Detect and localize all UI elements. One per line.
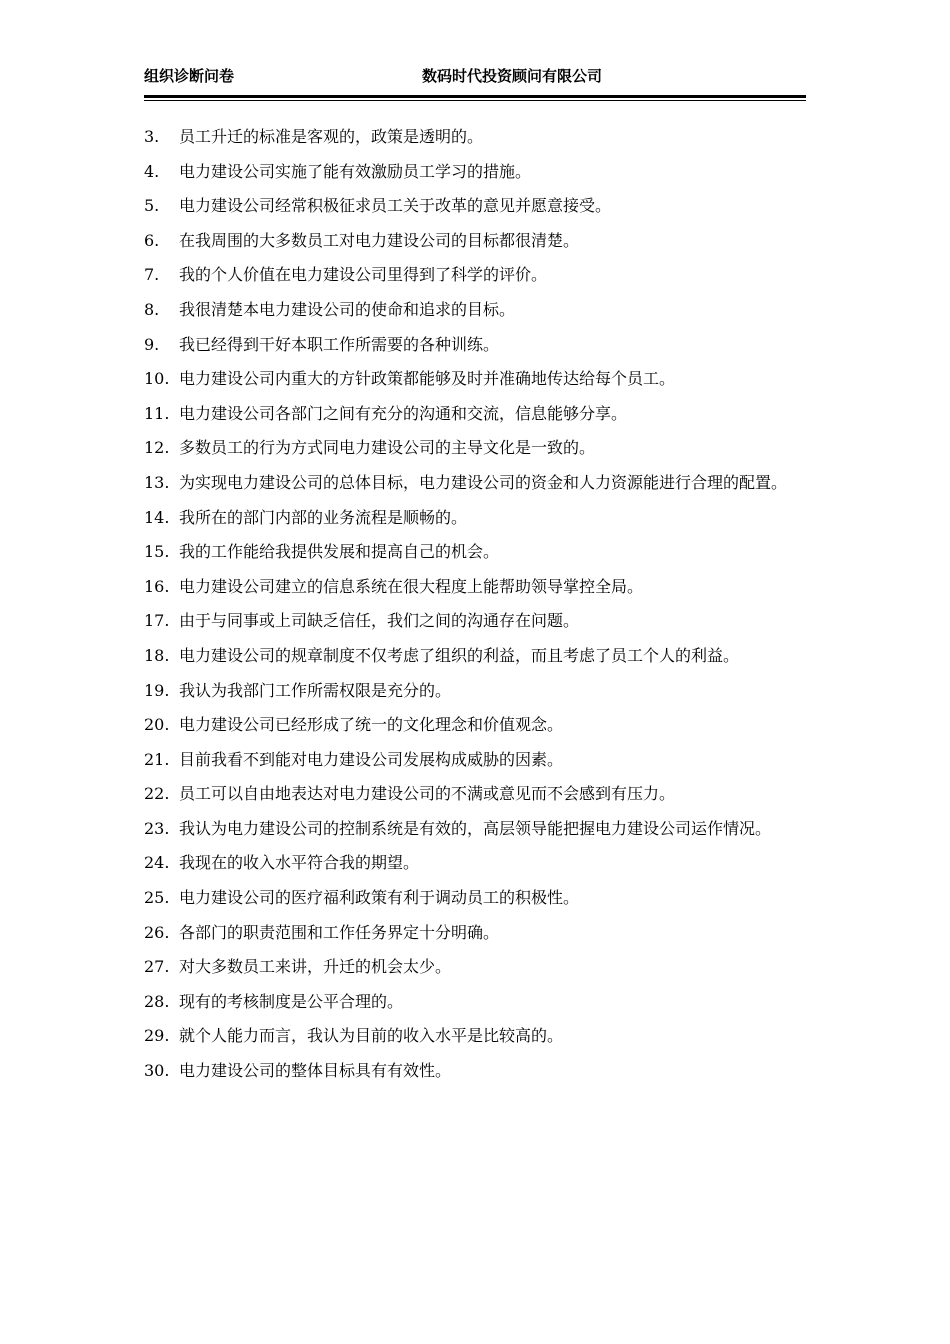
question-text: 现有的考核制度是公平合理的。: [179, 991, 404, 1011]
question-number: 22.: [144, 784, 170, 804]
question-number: 12.: [144, 438, 170, 458]
question-item: [144, 916, 806, 951]
question-number: 17.: [144, 611, 170, 631]
question-text: 由于与同事或上司缺乏信任，我们之间的沟通存在问题。: [179, 611, 580, 631]
question-text: 为实现电力建设公司的总体目标，电力建设公司的资金和人力资源能进行合理的配置。: [179, 472, 788, 492]
question-item: [144, 777, 806, 812]
question-item: [144, 743, 806, 778]
question-item: [144, 189, 806, 224]
question-item: [144, 535, 806, 570]
question-number: 24.: [144, 853, 170, 873]
question-item: [144, 708, 806, 743]
company-name: 数码时代投资顾问有限公司: [422, 67, 603, 85]
question-text: 电力建设公司的医疗福利政策有利于调动员工的积极性。: [179, 888, 580, 908]
question-item: [144, 397, 806, 432]
question-text: 我现在的收入水平符合我的期望。: [179, 853, 420, 873]
question-item: [144, 846, 806, 881]
question-text: 电力建设公司经常积极征求员工关于改革的意见并愿意接受。: [179, 196, 612, 216]
question-text: 我认为我部门工作所需权限是充分的。: [179, 680, 452, 700]
question-item: [144, 1054, 806, 1089]
question-number: 16.: [144, 576, 170, 596]
question-text: 就个人能力而言，我认为目前的收入水平是比较高的。: [179, 1026, 564, 1046]
question-text: 电力建设公司实施了能有效激励员工学习的措施。: [179, 161, 532, 181]
question-item: [144, 985, 806, 1020]
question-number: 6.: [144, 230, 160, 250]
question-item: [144, 155, 806, 190]
question-number: 29.: [144, 1026, 170, 1046]
question-item: [144, 328, 806, 363]
question-text: 我的个人价值在电力建设公司里得到了科学的评价。: [179, 265, 548, 285]
question-text: 我所在的部门内部的业务流程是顺畅的。: [179, 507, 468, 527]
question-number: 21.: [144, 749, 170, 769]
question-text: 在我周围的大多数员工对电力建设公司的目标都很清楚。: [179, 230, 580, 250]
question-number: 13.: [144, 472, 170, 492]
document-title: 组织诊断问卷: [144, 67, 235, 85]
question-text: 员工可以自由地表达对电力建设公司的不满或意见而不会感到有压力。: [179, 784, 676, 804]
question-text: 我的工作能给我提供发展和提高自己的机会。: [179, 542, 500, 562]
question-item: [144, 674, 806, 709]
question-text: 各部门的职责范围和工作任务界定十分明确。: [179, 922, 500, 942]
question-item: [144, 362, 806, 397]
question-number: 3.: [144, 127, 160, 146]
question-text: 电力建设公司各部门之间有充分的沟通和交流，信息能够分享。: [179, 403, 628, 423]
question-text: 我已经得到干好本职工作所需要的各种训练。: [179, 334, 500, 354]
question-number: 30.: [144, 1061, 170, 1081]
question-text: 对大多数员工来讲，升迁的机会太少。: [179, 957, 452, 977]
question-item: [144, 881, 806, 916]
question-text: 电力建设公司建立的信息系统在很大程度上能帮助领导掌控全局。: [179, 576, 644, 596]
question-text: 多数员工的行为方式同电力建设公司的主导文化是一致的。: [179, 438, 596, 458]
question-number: 8.: [144, 299, 160, 319]
question-item: [144, 570, 806, 605]
page-header: [144, 66, 806, 88]
question-number: 27.: [144, 957, 170, 977]
question-text: 员工升迁的标准是客观的，政策是透明的。: [179, 127, 484, 146]
question-item: [144, 604, 806, 639]
question-list: [144, 120, 806, 1089]
question-text: 电力建设公司的整体目标具有有效性。: [179, 1061, 452, 1081]
question-number: 10.: [144, 369, 170, 389]
question-number: 26.: [144, 922, 170, 942]
question-item: [144, 501, 806, 536]
question-item: [144, 224, 806, 259]
question-text: 我很清楚本电力建设公司的使命和追求的目标。: [179, 299, 516, 319]
question-number: 9.: [144, 334, 160, 354]
question-item: [144, 293, 806, 328]
question-item: [144, 120, 806, 155]
header-rule-thick: [144, 95, 806, 98]
question-number: 25.: [144, 888, 170, 908]
question-text: 我认为电力建设公司的控制系统是有效的，高层领导能把握电力建设公司运作情况。: [179, 818, 772, 838]
question-number: 5.: [144, 196, 160, 216]
question-item: [144, 466, 806, 501]
question-item: [144, 1019, 806, 1054]
question-number: 7.: [144, 265, 160, 285]
question-number: 23.: [144, 818, 170, 838]
question-number: 18.: [144, 645, 170, 665]
header-rule-thin: [144, 100, 806, 101]
question-number: 20.: [144, 715, 170, 735]
question-item: [144, 258, 806, 293]
question-text: 目前我看不到能对电力建设公司发展构成威胁的因素。: [179, 749, 564, 769]
question-item: [144, 431, 806, 466]
question-number: 14.: [144, 507, 170, 527]
question-number: 19.: [144, 680, 170, 700]
question-number: 28.: [144, 991, 170, 1011]
question-text: 电力建设公司的规章制度不仅考虑了组织的利益，而且考虑了员工个人的利益。: [179, 645, 740, 665]
question-number: 11.: [144, 403, 170, 423]
question-item: [144, 639, 806, 674]
question-item: [144, 950, 806, 985]
question-text: 电力建设公司内重大的方针政策都能够及时并准确地传达给每个员工。: [179, 369, 676, 389]
question-item: [144, 812, 806, 847]
question-text: 电力建设公司已经形成了统一的文化理念和价值观念。: [179, 715, 564, 735]
question-number: 4.: [144, 161, 160, 181]
question-number: 15.: [144, 542, 170, 562]
